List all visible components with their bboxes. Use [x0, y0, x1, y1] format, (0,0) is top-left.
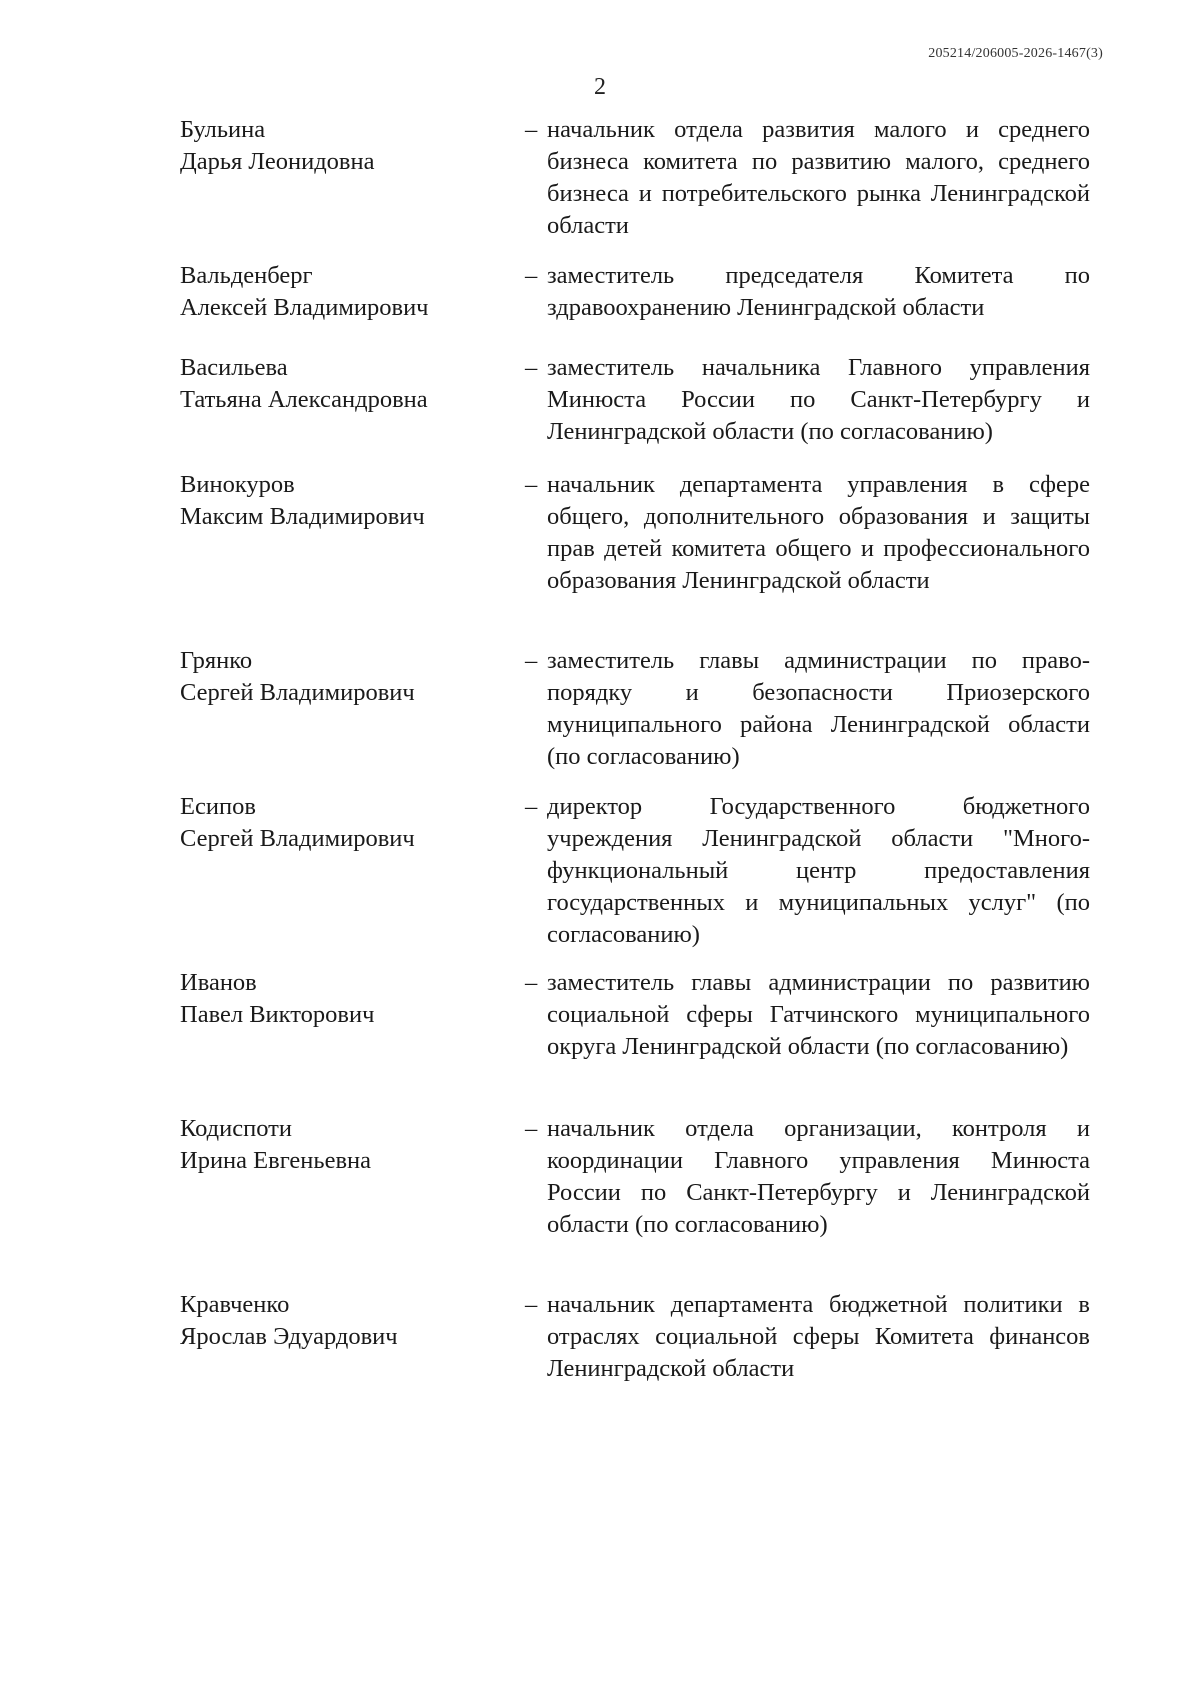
member-name	[180, 260, 525, 324]
member-name	[180, 791, 525, 855]
member-surname: Бульина	[180, 116, 266, 143]
member-given-names: Павел Викторович	[180, 1001, 375, 1028]
member-position	[525, 469, 1090, 597]
member-name	[180, 114, 525, 178]
member-surname: Иванов	[180, 969, 257, 996]
member-position	[525, 645, 1090, 773]
member-position-text: начальник отдела развития малого и среднего бизнеса комитета по развитию малого, среднего бизнеса и потребительского рынка Ленинградской области	[547, 116, 1090, 239]
member-surname: Вальденберг	[180, 262, 313, 289]
dash-separator: –	[525, 354, 538, 381]
member-entry	[180, 352, 1090, 469]
member-position	[525, 260, 1090, 324]
member-name	[180, 645, 525, 709]
member-surname: Есипов	[180, 793, 256, 820]
dash-separator: –	[525, 471, 538, 498]
member-name	[180, 967, 525, 1031]
member-given-names: Татьяна Александровна	[180, 386, 428, 413]
dash-separator: –	[525, 116, 538, 143]
member-position	[525, 791, 1090, 951]
member-position-text: заместитель главы администрации по развитию социальной сферы Гатчинского муниципального округа Ленинградской области (по согласованию)	[547, 969, 1090, 1060]
member-surname: Грянко	[180, 647, 253, 674]
member-position-text: заместитель начальника Главного управления Минюста России по Санкт-Петербургу и Ленинградской области (по согласованию)	[547, 354, 1090, 445]
member-position-text: начальник департамента бюджетной политики в отраслях социальной сферы Комитета финансов Ленинградской области	[547, 1291, 1090, 1382]
member-position-text: заместитель главы администрации по правопорядку и безопасности Приозерского муниципального района Ленинградской области (по согласованию)	[547, 647, 1090, 770]
member-position	[525, 114, 1090, 242]
member-position	[525, 967, 1090, 1063]
member-given-names: Ярослав Эдуардович	[180, 1323, 398, 1350]
member-given-names: Алексей Владимирович	[180, 294, 429, 321]
document-registration-number: 205214/206005-2026-1467(3)	[928, 46, 1103, 61]
member-entry	[180, 645, 1090, 791]
member-given-names: Сергей Владимирович	[180, 825, 415, 852]
member-surname: Васильева	[180, 354, 288, 381]
member-entry	[180, 469, 1090, 645]
member-given-names: Ирина Евгеньевна	[180, 1147, 372, 1174]
member-given-names: Сергей Владимирович	[180, 679, 415, 706]
member-position	[525, 1113, 1090, 1241]
member-entry	[180, 1113, 1090, 1289]
dash-separator: –	[525, 647, 538, 674]
member-position	[525, 1289, 1090, 1385]
member-name	[180, 352, 525, 416]
dash-separator: –	[525, 969, 538, 996]
member-position-text: директор Государственного бюджетного учреждения Ленинградской области "Многофункциональный центр предоставления государственных и муниципальных услуг" (по согласованию)	[547, 793, 1090, 948]
member-name	[180, 469, 525, 533]
member-entry	[180, 1289, 1090, 1385]
member-entry	[180, 791, 1090, 967]
member-surname: Кодиспоти	[180, 1115, 292, 1142]
commission-members-list	[180, 114, 1090, 1385]
dash-separator: –	[525, 262, 538, 289]
member-position-text: начальник отдела организации, контроля и координации Главного управления Минюста России по Санкт-Петербургу и Ленинградской области (по согласованию)	[547, 1115, 1090, 1238]
dash-separator: –	[525, 1115, 538, 1142]
member-position-text: начальник департамента управления в сфере общего, дополнительного образования и защиты прав детей комитета общего и профессионального образования Ленинградской области	[547, 471, 1090, 594]
member-entry	[180, 260, 1090, 352]
member-name	[180, 1289, 525, 1353]
dash-separator: –	[525, 793, 538, 820]
member-entry	[180, 967, 1090, 1113]
member-position	[525, 352, 1090, 448]
member-given-names: Максим Владимирович	[180, 503, 425, 530]
member-surname: Винокуров	[180, 471, 295, 498]
dash-separator: –	[525, 1291, 538, 1318]
member-name	[180, 1113, 525, 1177]
member-entry	[180, 114, 1090, 260]
page-number: 2	[594, 74, 606, 100]
member-given-names: Дарья Леонидовна	[180, 148, 375, 175]
member-surname: Кравченко	[180, 1291, 290, 1318]
member-position-text: заместитель председателя Комитета по здравоохранению Ленинградской области	[547, 262, 1090, 321]
